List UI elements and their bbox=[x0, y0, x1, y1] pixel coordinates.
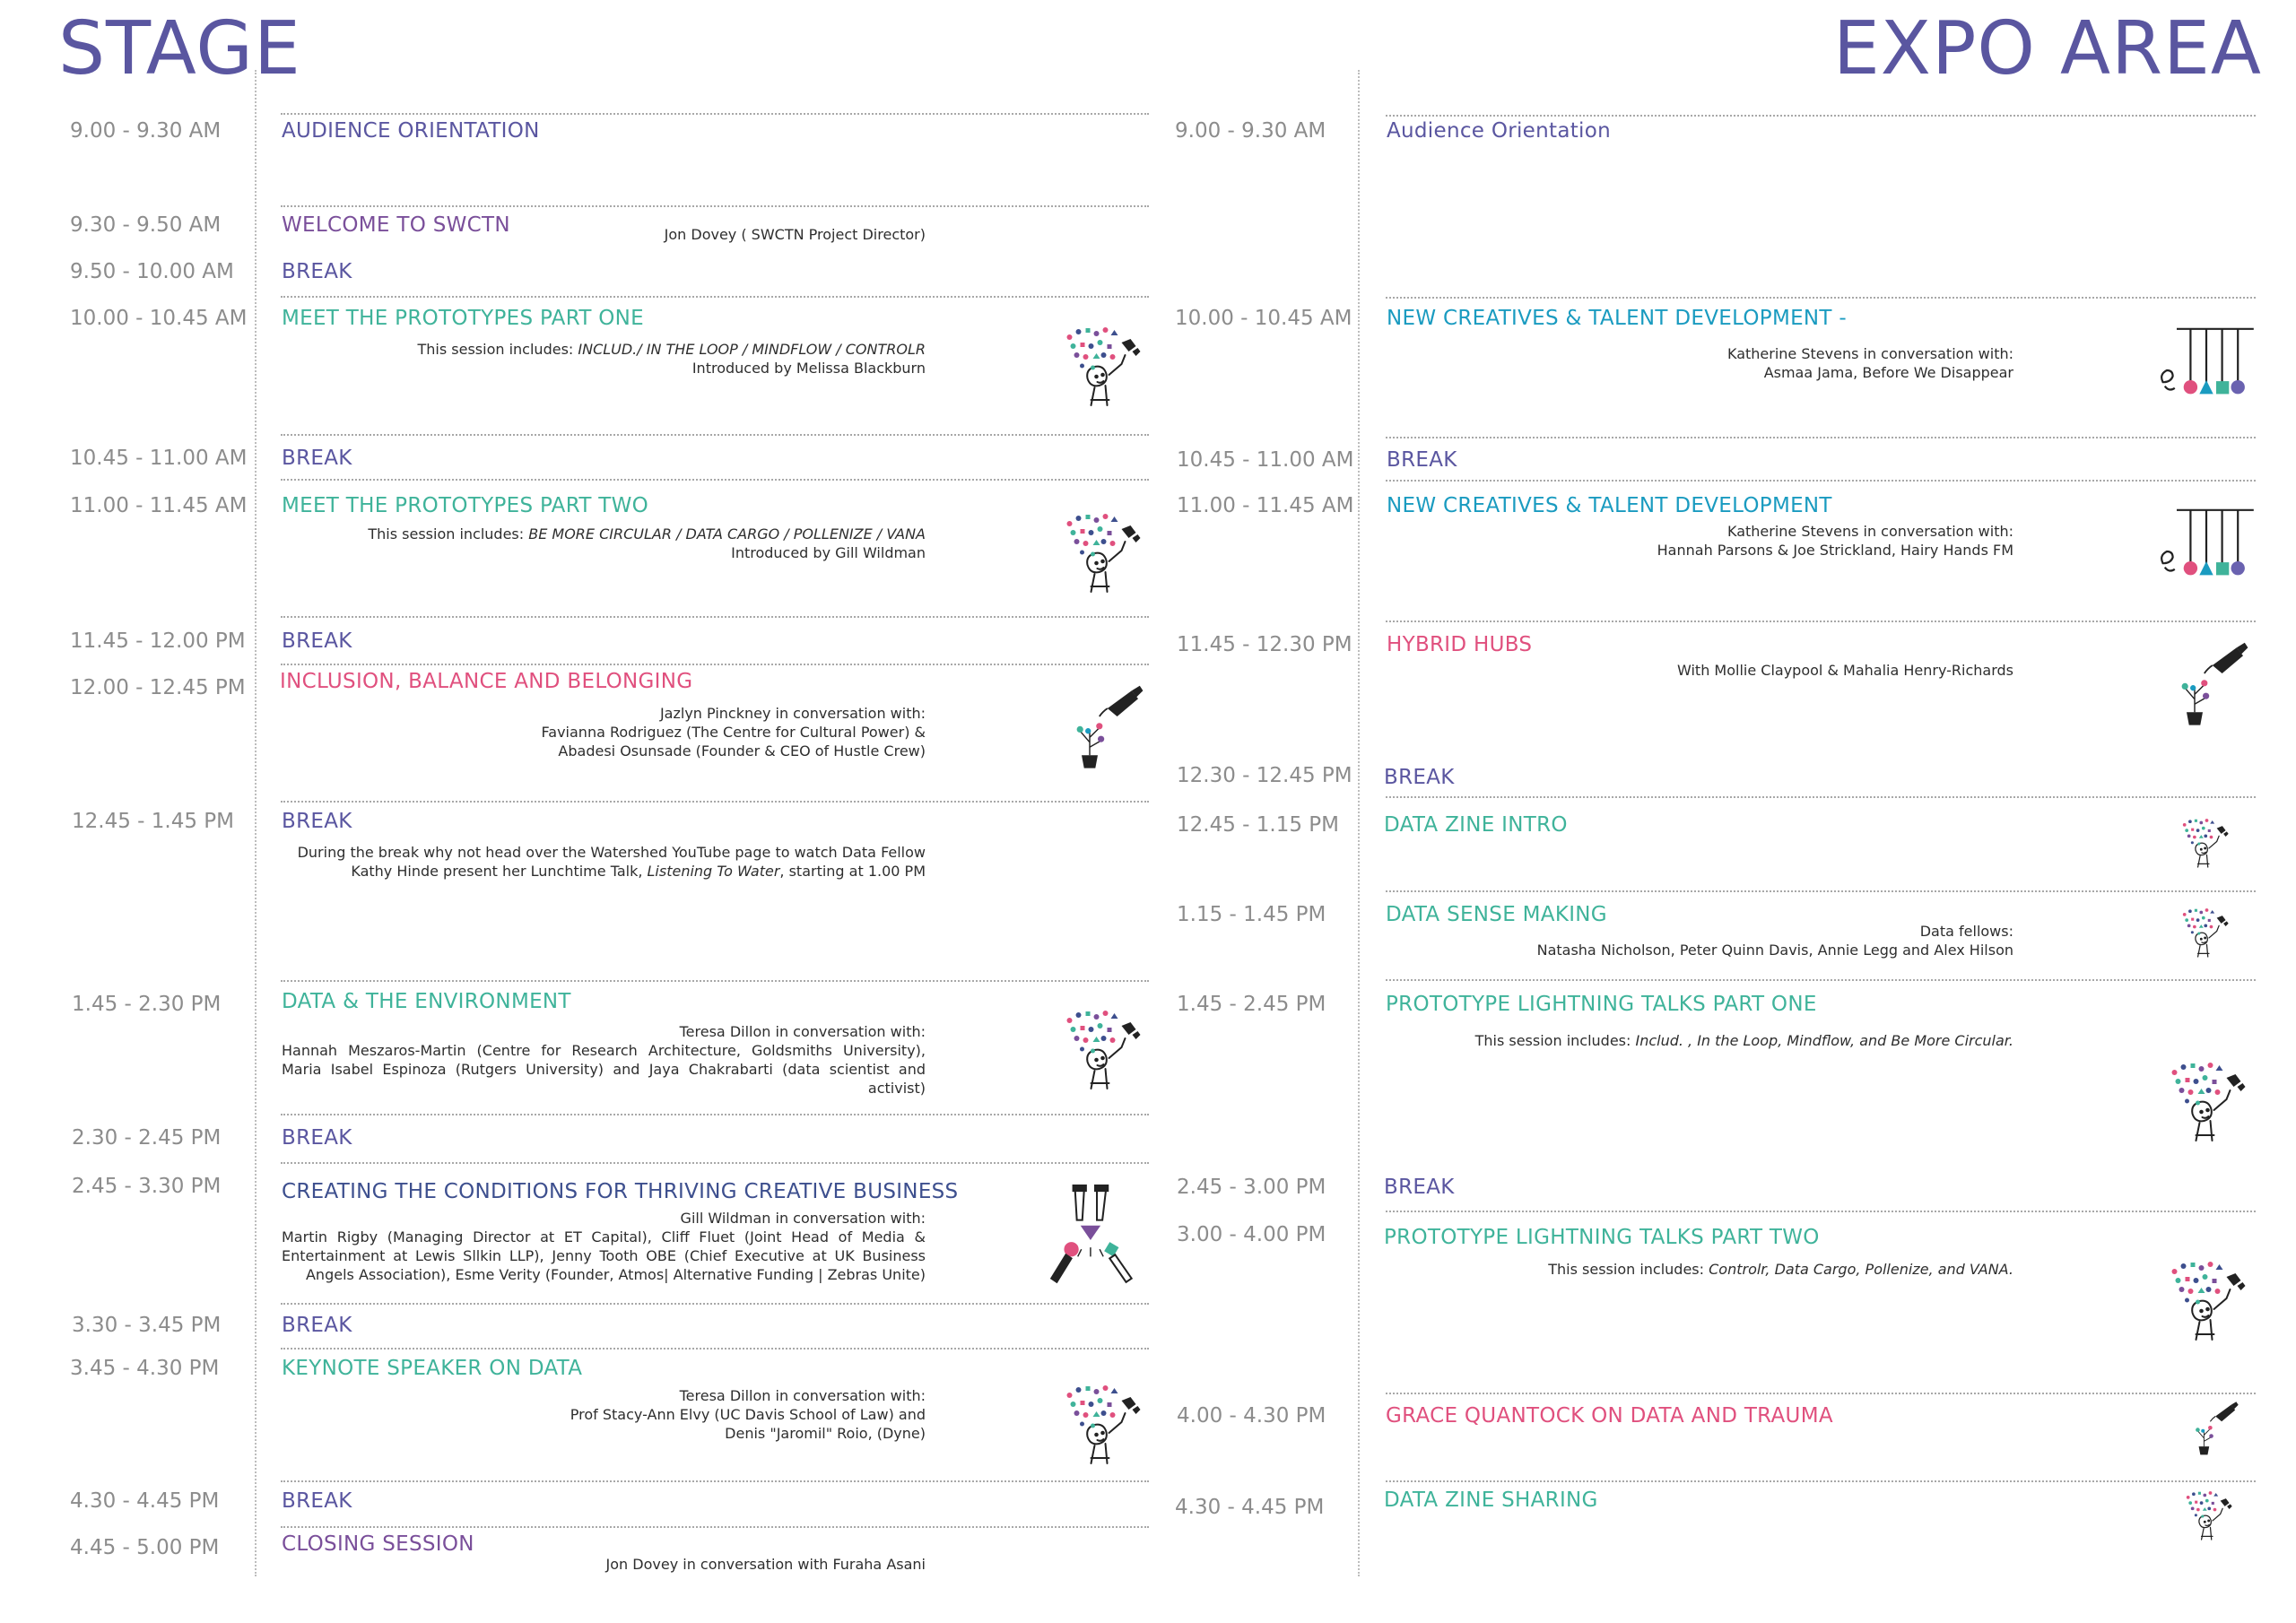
person-with-data-cloud-icon bbox=[2178, 816, 2236, 872]
expo-time: 1.15 - 1.45 PM bbox=[1177, 903, 1326, 926]
expo-separator bbox=[1386, 115, 2256, 117]
stage-separator bbox=[281, 801, 1149, 803]
expo-separator bbox=[1386, 890, 2256, 892]
expo-session-title: BREAK bbox=[1384, 766, 1455, 789]
newtons-cradle-shapes-icon bbox=[2157, 321, 2256, 400]
stage-separator bbox=[281, 1526, 1149, 1528]
expo-session-title: BREAK bbox=[1387, 448, 1457, 472]
stage-separator bbox=[281, 113, 1149, 115]
desc-line: Asmaa Jama, Before We Disappear bbox=[1763, 364, 2013, 381]
expo-time: 11.00 - 11.45 AM bbox=[1177, 494, 1354, 517]
expo-session-desc bbox=[1386, 1031, 2013, 1050]
desc-line: Prof Stacy-Ann Elvy (UC Davis School of Law) and bbox=[570, 1406, 926, 1423]
stage-session-title: MEET THE PROTOTYPES PART ONE bbox=[282, 307, 645, 330]
expo-time: 3.00 - 4.00 PM bbox=[1177, 1223, 1326, 1246]
desc-line: Hannah Parsons & Joe Strickland, Hairy Hands FM bbox=[1657, 542, 2013, 559]
expo-session-title: PROTOTYPE LIGHTNING TALKS PART ONE bbox=[1386, 993, 1817, 1016]
expo-session-title: GRACE QUANTOCK ON DATA AND TRAUMA bbox=[1386, 1404, 1833, 1428]
desc-prefix: This session includes: bbox=[368, 525, 529, 542]
expo-separator bbox=[1386, 297, 2256, 299]
stage-session-title: BREAK bbox=[282, 1126, 352, 1150]
stage-separator bbox=[281, 205, 1149, 207]
stage-session-title: CREATING THE CONDITIONS FOR THRIVING CREATIVE BUSINESS bbox=[282, 1180, 959, 1203]
person-with-data-cloud-icon bbox=[2181, 1488, 2239, 1544]
desc-prefix: This session includes: bbox=[1474, 1032, 1636, 1049]
expo-session-title: Audience Orientation bbox=[1387, 119, 1611, 143]
expo-session-title: PROTOTYPE LIGHTNING TALKS PART TWO bbox=[1384, 1226, 1820, 1249]
desc-line: Data fellows: bbox=[1919, 923, 2013, 940]
person-with-data-cloud-icon bbox=[2178, 906, 2236, 961]
desc-line: Katherine Stevens in conversation with: bbox=[1726, 345, 2013, 362]
stage-time: 11.45 - 12.00 PM bbox=[70, 629, 246, 653]
desc-line: Natasha Nicholson, Peter Quinn Davis, Annie Legg and Alex Hilson bbox=[1536, 942, 2013, 959]
center-column-divider bbox=[1358, 70, 1360, 1576]
expo-session-title: BREAK bbox=[1384, 1176, 1455, 1199]
expo-time: 1.45 - 2.45 PM bbox=[1177, 993, 1326, 1016]
expo-time: 4.00 - 4.30 PM bbox=[1177, 1404, 1326, 1428]
expo-time: 4.30 - 4.45 PM bbox=[1175, 1496, 1325, 1519]
stage-separator bbox=[281, 434, 1149, 436]
stage-time: 10.45 - 11.00 AM bbox=[70, 447, 248, 470]
stage-time: 4.30 - 4.45 PM bbox=[70, 1489, 220, 1513]
desc-italic: Controlr, Data Cargo, Pollenize, and VANA. bbox=[1709, 1261, 2013, 1278]
stage-session-title: BREAK bbox=[282, 1314, 352, 1337]
stage-session-desc bbox=[208, 843, 926, 881]
expo-time: 10.00 - 10.45 AM bbox=[1175, 307, 1352, 330]
stage-time: 12.00 - 12.45 PM bbox=[70, 676, 246, 699]
person-with-data-cloud-icon bbox=[1058, 1381, 1152, 1471]
expo-session-desc bbox=[1386, 922, 2013, 959]
stage-time: 11.00 - 11.45 AM bbox=[70, 494, 248, 517]
expo-session-title: DATA ZINE INTRO bbox=[1384, 813, 1568, 837]
desc-line: Jazlyn Pinckney in conversation with: bbox=[659, 705, 926, 722]
paint-tubes-icon bbox=[1040, 1184, 1150, 1293]
stage-separator bbox=[281, 1162, 1149, 1164]
desc-prefix: Kathy Hinde present her Lunchtime Talk, bbox=[351, 863, 648, 880]
expo-session-title: NEW CREATIVES & TALENT DEVELOPMENT - bbox=[1387, 307, 1847, 330]
stage-session-title: WELCOME TO SWCTN bbox=[282, 213, 510, 237]
expo-separator bbox=[1386, 621, 2256, 622]
stage-session-desc: Jon Dovey in conversation with Furaha Asani bbox=[605, 1556, 926, 1573]
desc-line: Introduced by Melissa Blackburn bbox=[691, 360, 926, 377]
desc-line: During the break why not head over the Watershed YouTube page to watch Data Fellow bbox=[297, 844, 926, 861]
stage-time: 9.50 - 10.00 AM bbox=[70, 260, 234, 283]
stage-session-title: BREAK bbox=[282, 1489, 352, 1513]
stage-separator bbox=[281, 479, 1149, 481]
expo-time: 10.45 - 11.00 AM bbox=[1177, 448, 1354, 472]
expo-time: 12.30 - 12.45 PM bbox=[1177, 764, 1352, 787]
expo-session-desc bbox=[1475, 344, 2013, 382]
stage-separator bbox=[281, 664, 1149, 665]
stage-separator bbox=[281, 296, 1149, 298]
stage-session-title: MEET THE PROTOTYPES PART TWO bbox=[282, 494, 649, 517]
stage-time: 9.00 - 9.30 AM bbox=[70, 119, 222, 143]
stage-separator bbox=[281, 1348, 1149, 1350]
person-with-data-cloud-icon bbox=[2163, 1257, 2257, 1347]
expo-session-title: HYBRID HUBS bbox=[1387, 633, 1533, 656]
stage-time: 12.45 - 1.45 PM bbox=[72, 810, 235, 833]
stage-session-desc: Jon Dovey ( SWCTN Project Director) bbox=[664, 226, 926, 243]
expo-time: 2.45 - 3.00 PM bbox=[1177, 1176, 1326, 1199]
stage-session-title: KEYNOTE SPEAKER ON DATA bbox=[282, 1357, 583, 1380]
desc-line: Denis "Jaromil" Roio, (Dyne) bbox=[725, 1425, 926, 1442]
desc-paragraph: Martin Rigby (Managing Director at ET Capital), Cliff Fluet (Joint Head of Media & Entertainment at Lewis Sllkin LLP), Jenny Tooth OBE (Chief Executive at UK Business Angels Association), Esme Verity (Founder, Atmos| Alternative Funding | Zebras Unite) bbox=[282, 1228, 926, 1283]
stage-time: 3.45 - 4.30 PM bbox=[70, 1357, 220, 1380]
desc-prefix: This session includes: bbox=[417, 341, 578, 358]
expo-session-desc bbox=[1386, 1260, 2013, 1279]
person-with-data-cloud-icon bbox=[1058, 509, 1152, 599]
stage-time: 3.30 - 3.45 PM bbox=[72, 1314, 222, 1337]
expo-session-title: DATA ZINE SHARING bbox=[1384, 1488, 1598, 1512]
expo-heading: EXPO AREA bbox=[1832, 6, 2262, 91]
desc-line: Katherine Stevens in conversation with: bbox=[1726, 523, 2013, 540]
desc-line: Teresa Dillon in conversation with: bbox=[679, 1023, 926, 1040]
stage-time: 2.30 - 2.45 PM bbox=[72, 1126, 222, 1150]
expo-session-title: DATA SENSE MAKING bbox=[1386, 903, 1607, 926]
watering-can-plant-icon bbox=[2188, 1399, 2240, 1460]
stage-time: 10.00 - 10.45 AM bbox=[70, 307, 248, 330]
stage-separator bbox=[281, 1480, 1149, 1482]
desc-italic: Listening To Water bbox=[647, 863, 780, 880]
person-with-data-cloud-icon bbox=[2163, 1058, 2257, 1148]
watering-can-plant-icon bbox=[2170, 638, 2251, 733]
stage-session-title: BREAK bbox=[282, 447, 352, 470]
person-with-data-cloud-icon bbox=[1058, 1006, 1152, 1096]
person-with-data-cloud-icon bbox=[1058, 323, 1152, 412]
expo-separator bbox=[1386, 437, 2256, 438]
stage-separator bbox=[281, 616, 1149, 618]
stage-session-title: DATA & THE ENVIRONMENT bbox=[282, 990, 571, 1013]
stage-session-desc bbox=[298, 525, 926, 562]
desc-line: Teresa Dillon in conversation with: bbox=[679, 1387, 926, 1404]
desc-prefix: This session includes: bbox=[1548, 1261, 1709, 1278]
stage-heading: STAGE bbox=[58, 6, 301, 91]
stage-time: 4.45 - 5.00 PM bbox=[70, 1536, 220, 1559]
stage-session-desc bbox=[282, 1022, 926, 1098]
stage-separator bbox=[281, 1303, 1149, 1305]
stage-separator bbox=[281, 980, 1149, 982]
desc-suffix: , starting at 1.00 PM bbox=[779, 863, 926, 880]
stage-session-title: CLOSING SESSION bbox=[282, 1532, 474, 1556]
expo-separator bbox=[1386, 796, 2256, 798]
stage-time: 2.45 - 3.30 PM bbox=[72, 1175, 222, 1198]
expo-time: 11.45 - 12.30 PM bbox=[1177, 633, 1352, 656]
expo-time: 9.00 - 9.30 AM bbox=[1175, 119, 1326, 143]
expo-separator bbox=[1386, 979, 2256, 981]
stage-session-desc bbox=[298, 1386, 926, 1443]
expo-separator bbox=[1386, 1393, 2256, 1394]
desc-paragraph: Hannah Meszaros-Martin (Centre for Research Architecture, Goldsmiths University), Maria Isabel Espinoza (Rutgers University) and Jaya Chakrabarti (data scientist and activist) bbox=[282, 1042, 926, 1097]
expo-separator bbox=[1386, 1211, 2256, 1212]
stage-session-title: BREAK bbox=[282, 629, 352, 653]
stage-time: 1.45 - 2.30 PM bbox=[72, 993, 222, 1016]
desc-line: Gill Wildman in conversation with: bbox=[680, 1210, 926, 1227]
stage-time: 9.30 - 9.50 AM bbox=[70, 213, 222, 237]
desc-italic: BE MORE CIRCULAR / DATA CARGO / POLLENIZE / VANA bbox=[528, 525, 926, 542]
stage-session-title: INCLUSION, BALANCE AND BELONGING bbox=[280, 670, 693, 693]
stage-session-title: BREAK bbox=[282, 260, 352, 283]
desc-line: Abadesi Osunsade (Founder & CEO of Hustle Crew) bbox=[558, 742, 926, 759]
stage-session-desc bbox=[298, 704, 926, 760]
expo-session-title: NEW CREATIVES & TALENT DEVELOPMENT bbox=[1387, 494, 1832, 517]
expo-separator bbox=[1386, 480, 2256, 482]
stage-column-divider bbox=[255, 70, 257, 1576]
stage-session-desc bbox=[298, 340, 926, 378]
desc-line: Favianna Rodriguez (The Centre for Cultural Power) & bbox=[541, 724, 926, 741]
expo-time: 12.45 - 1.15 PM bbox=[1177, 813, 1340, 837]
stage-session-title: AUDIENCE ORIENTATION bbox=[282, 119, 540, 143]
desc-italic: Includ. , In the Loop, Mindflow, and Be More Circular. bbox=[1635, 1032, 2013, 1049]
stage-separator bbox=[281, 1114, 1149, 1115]
watering-can-plant-icon bbox=[1065, 681, 1146, 776]
desc-italic: INCLUD./ IN THE LOOP / MINDFLOW / CONTROLR bbox=[578, 341, 926, 358]
expo-separator bbox=[1386, 1480, 2256, 1482]
newtons-cradle-shapes-icon bbox=[2157, 502, 2256, 581]
desc-line: Introduced by Gill Wildman bbox=[731, 544, 926, 561]
stage-session-title: BREAK bbox=[282, 810, 352, 833]
expo-session-desc bbox=[1475, 522, 2013, 560]
stage-session-desc bbox=[282, 1209, 926, 1284]
expo-session-desc: With Mollie Claypool & Mahalia Henry-Richards bbox=[1677, 662, 2013, 679]
